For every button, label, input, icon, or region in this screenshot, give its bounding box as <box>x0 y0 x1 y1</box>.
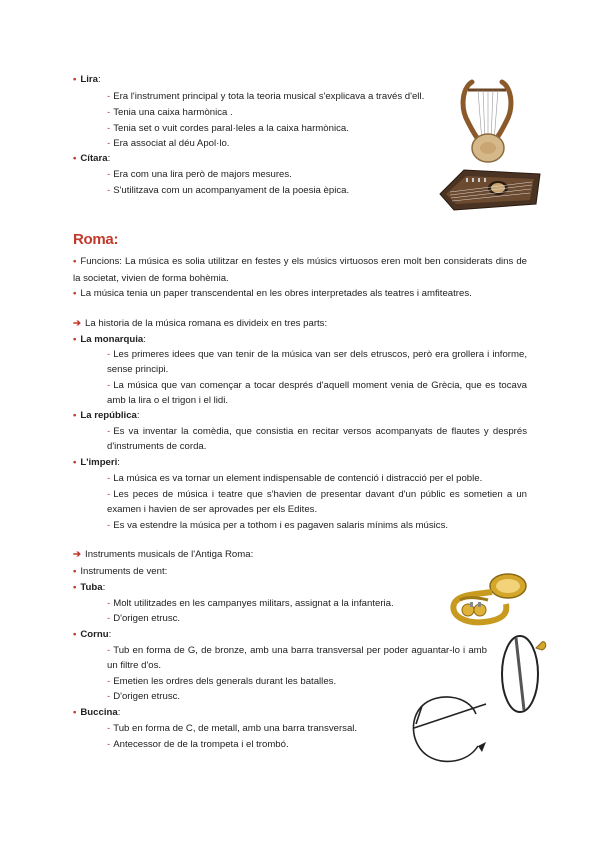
buccina-item: - Tub en forma de C, de metall, amb una barra transversal. <box>107 723 358 734</box>
heading-republica: • La república: <box>73 410 140 421</box>
cornu-image <box>496 628 548 714</box>
section-title-roma: Roma: <box>73 231 119 248</box>
lira-item: - Tenia una caixa harmònica . <box>107 107 233 118</box>
lira-item: - Era l'instrument principal y tota la teoria musical s'explicava a través d'ell. <box>107 91 425 102</box>
monarquia-item: - La música que van començar a tocar després d'aquell moment venia de Grècia, que es tocava amb la lira o el trigon i el lidi. <box>107 380 527 406</box>
imperi-item: - La música es va tornar un element indispensable de contenció i distracció per el poble. <box>107 473 483 484</box>
tuba-item: - D'origen etrusc. <box>107 613 181 624</box>
tuba-item: - Molt utilitzades en les campanyes militars, assignat a la infanteria. <box>107 598 394 609</box>
republica-item: - Es va inventar la comèdia, que consistia en recitar versos acompanyats de flautes y després d'instruments de corda. <box>107 426 527 452</box>
tuba-image <box>448 570 530 628</box>
heading-citara: • Cítara: <box>73 153 111 164</box>
citara-item: - S'utilitzava com un acompanyament de la poesia èpica. <box>107 185 350 196</box>
citara-item: - Era com una lira però de majors mesures. <box>107 169 292 180</box>
buccina-item: - Antecessor de de la trompeta i el trombó. <box>107 739 289 750</box>
heading-lira: • Lira: <box>73 74 101 85</box>
heading-imperi: • L'imperi: <box>73 457 120 468</box>
heading-buccina: • Buccina: <box>73 707 121 718</box>
heading-monarquia: • La monarquia: <box>73 334 146 345</box>
cornu-item: - Tub en forma de G, de bronze, amb una barra transversal per poder aguantar-lo i amb un filtre d'os. <box>107 645 487 671</box>
lyre-image <box>458 78 516 164</box>
imperi-item: - Es va estendre la música per a tothom i es pagaven salaris mínims als músics. <box>107 520 449 531</box>
imperi-item: - Les peces de música i teatre que s'havien de presentar davant d'un públic es sometien a un examen i havien de ser aprovades per els Edites. <box>107 489 527 515</box>
zither-image <box>436 164 546 214</box>
roma-intro-item: • La música tenia un paper transcendental en les obres interpretades als teatres i amfiteatres. <box>73 288 472 299</box>
lira-item: - Era associat al déu Apol·lo. <box>107 138 230 149</box>
heading-tuba: • Tuba: <box>73 582 106 593</box>
lira-item: - Tenia set o vuit cordes paral·leles a la caixa harmònica. <box>107 123 349 134</box>
wind-label: • Instruments de vent: <box>73 566 168 577</box>
cornu-item: - Emetien les ordres dels generals durant les batalles. <box>107 676 337 687</box>
monarquia-item: - Les primeres idees que van tenir de la música van ser dels etruscos, però era grollera i informe, sense principi. <box>107 349 527 375</box>
cornu-item: - D'origen etrusc. <box>107 691 181 702</box>
roma-intro-item: • Funcions: La música es solia utilitzar en festes y els músics virtuosos eren molt ben considerats dins de la societat, vivien de forma bohèmia. <box>73 256 527 284</box>
history-intro: ➔ La historia de la música romana es divideix en tres parts: <box>73 318 328 329</box>
buccina-image <box>406 684 492 768</box>
heading-cornu: • Cornu: <box>73 629 112 640</box>
instruments-intro: ➔ Instruments musicals de l'Antiga Roma: <box>73 549 254 560</box>
